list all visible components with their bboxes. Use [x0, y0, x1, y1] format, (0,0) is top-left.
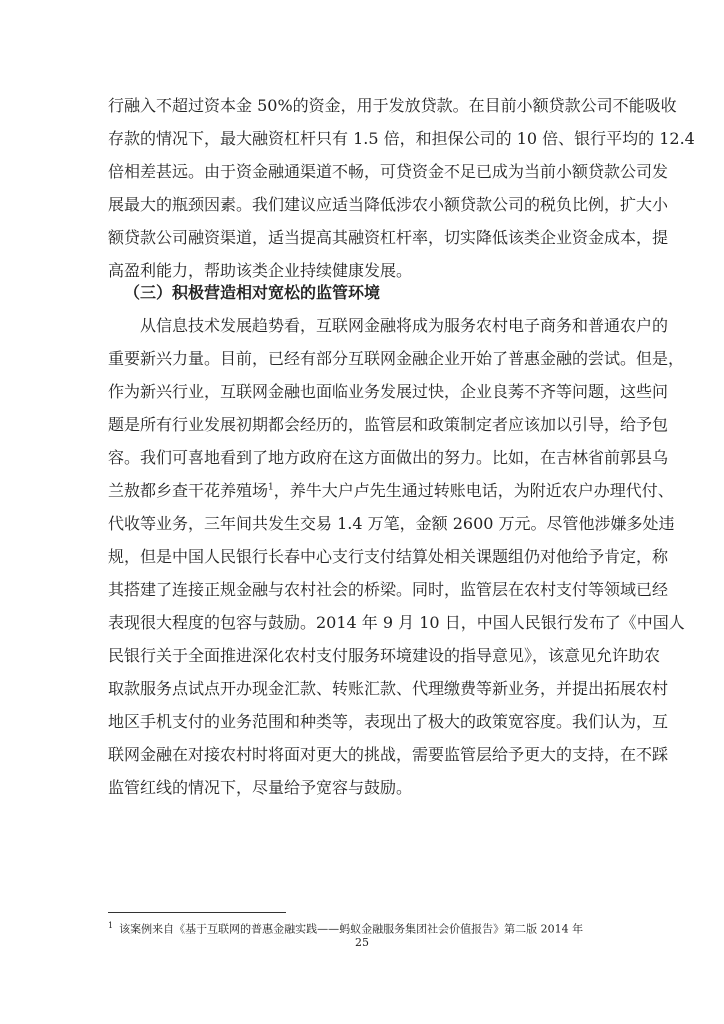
paragraph-1-line: 倍相差甚远。由于资金融通渠道不畅，可贷资金不足已成为当前小额贷款公司发 — [108, 162, 669, 181]
paragraph-2-line: 民银行关于全面推进深化农村支付服务环境建设的指导意见》，该意见允许助农 — [108, 646, 661, 665]
paragraph-2-line-with-note — [108, 476, 674, 506]
paragraph-2-line: 重要新兴力量。目前，已经有部分互联网金融企业开始了普惠金融的尝试。但是， — [108, 349, 685, 368]
paragraph-1-line: 高盈利能力，帮助该类企业持续健康发展。 — [108, 261, 413, 280]
paragraph-2-line: 联网金融在对接农村时将面对更大的挑战，需要监管层给予更大的支持，在不踩 — [108, 745, 669, 764]
footnote-reference: 1 — [268, 482, 274, 493]
section-heading: （三）积极营造相对宽松的监管环境 — [124, 283, 381, 302]
page-number: 25 — [355, 936, 369, 949]
line-text-part: 兰敖都乡查干花养殖场 — [108, 481, 269, 500]
paragraph-1-line: 行融入不超过资本金 50%的资金，用于发放贷款。在目前小额贷款公司不能吸收 — [108, 96, 677, 115]
paragraph-2-line: 代收等业务，三年间共发生交易 1.4 万笔，金额 2600 万元。尽管他涉嫌多处违 — [108, 514, 675, 533]
paragraph-2-line: 规，但是中国人民银行长春中心支行支付结算处相关课题组仍对他给予肯定，称 — [108, 547, 669, 566]
paragraph-2-line: 表现很大程度的包容与鼓励。2014 年 9 月 10 日，中国人民银行发布了《中国人 — [108, 613, 685, 632]
paragraph-2-line: 取款服务点试点开办现金汇款、转账汇款、代理缴费等新业务，并提出拓展农村 — [108, 679, 669, 698]
paragraph-1-line: 展最大的瓶颈因素。我们建议应适当降低涉农小额贷款公司的税负比例，扩大小 — [108, 195, 669, 214]
paragraph-2-line: 其搭建了连接正规金融与农村社会的桥梁。同时，监管层在农村支付等领域已经 — [108, 580, 669, 599]
paragraph-2-line: 题是所有行业发展初期都会经历的，监管层和政策制定者应该加以引导，给予包 — [108, 415, 669, 434]
footnote-mark: 1 — [108, 921, 114, 930]
footnote — [108, 917, 608, 935]
line-text-part: ，养牛大户卢先生通过转账电话，为附近农户办理代付、 — [273, 481, 674, 500]
paragraph-2-line: 地区手机支付的业务范围和种类等，表现出了极大的政策宽容度。我们认为，互 — [108, 712, 669, 731]
paragraph-2-line: 作为新兴行业，互联网金融也面临业务发展过快，企业良莠不齐等问题，这些问 — [108, 382, 669, 401]
paragraph-1-line: 存款的情况下，最大融资杠杆只有 1.5 倍，和担保公司的 10 倍、银行平均的 12.4 — [108, 129, 695, 148]
footnote-divider — [108, 912, 286, 913]
footnote-text: 该案例来自《基于互联网的普惠金融实践——蚂蚁金融服务集团社会价值报告》第二版 2014 年 — [119, 922, 584, 936]
paragraph-2-line: 从信息技术发展趋势看，互联网金融将成为服务农村电子商务和普通农户的 — [140, 316, 669, 335]
paragraph-2-line: 容。我们可喜地看到了地方政府在这方面做出的努力。比如，在吉林省前郭县乌 — [108, 448, 669, 467]
paragraph-2-line: 监管红线的情况下，尽量给予宽容与鼓励。 — [108, 778, 413, 797]
paragraph-1-line: 额贷款公司融资渠道，适当提高其融资杠杆率，切实降低该类企业资金成本，提 — [108, 228, 669, 247]
